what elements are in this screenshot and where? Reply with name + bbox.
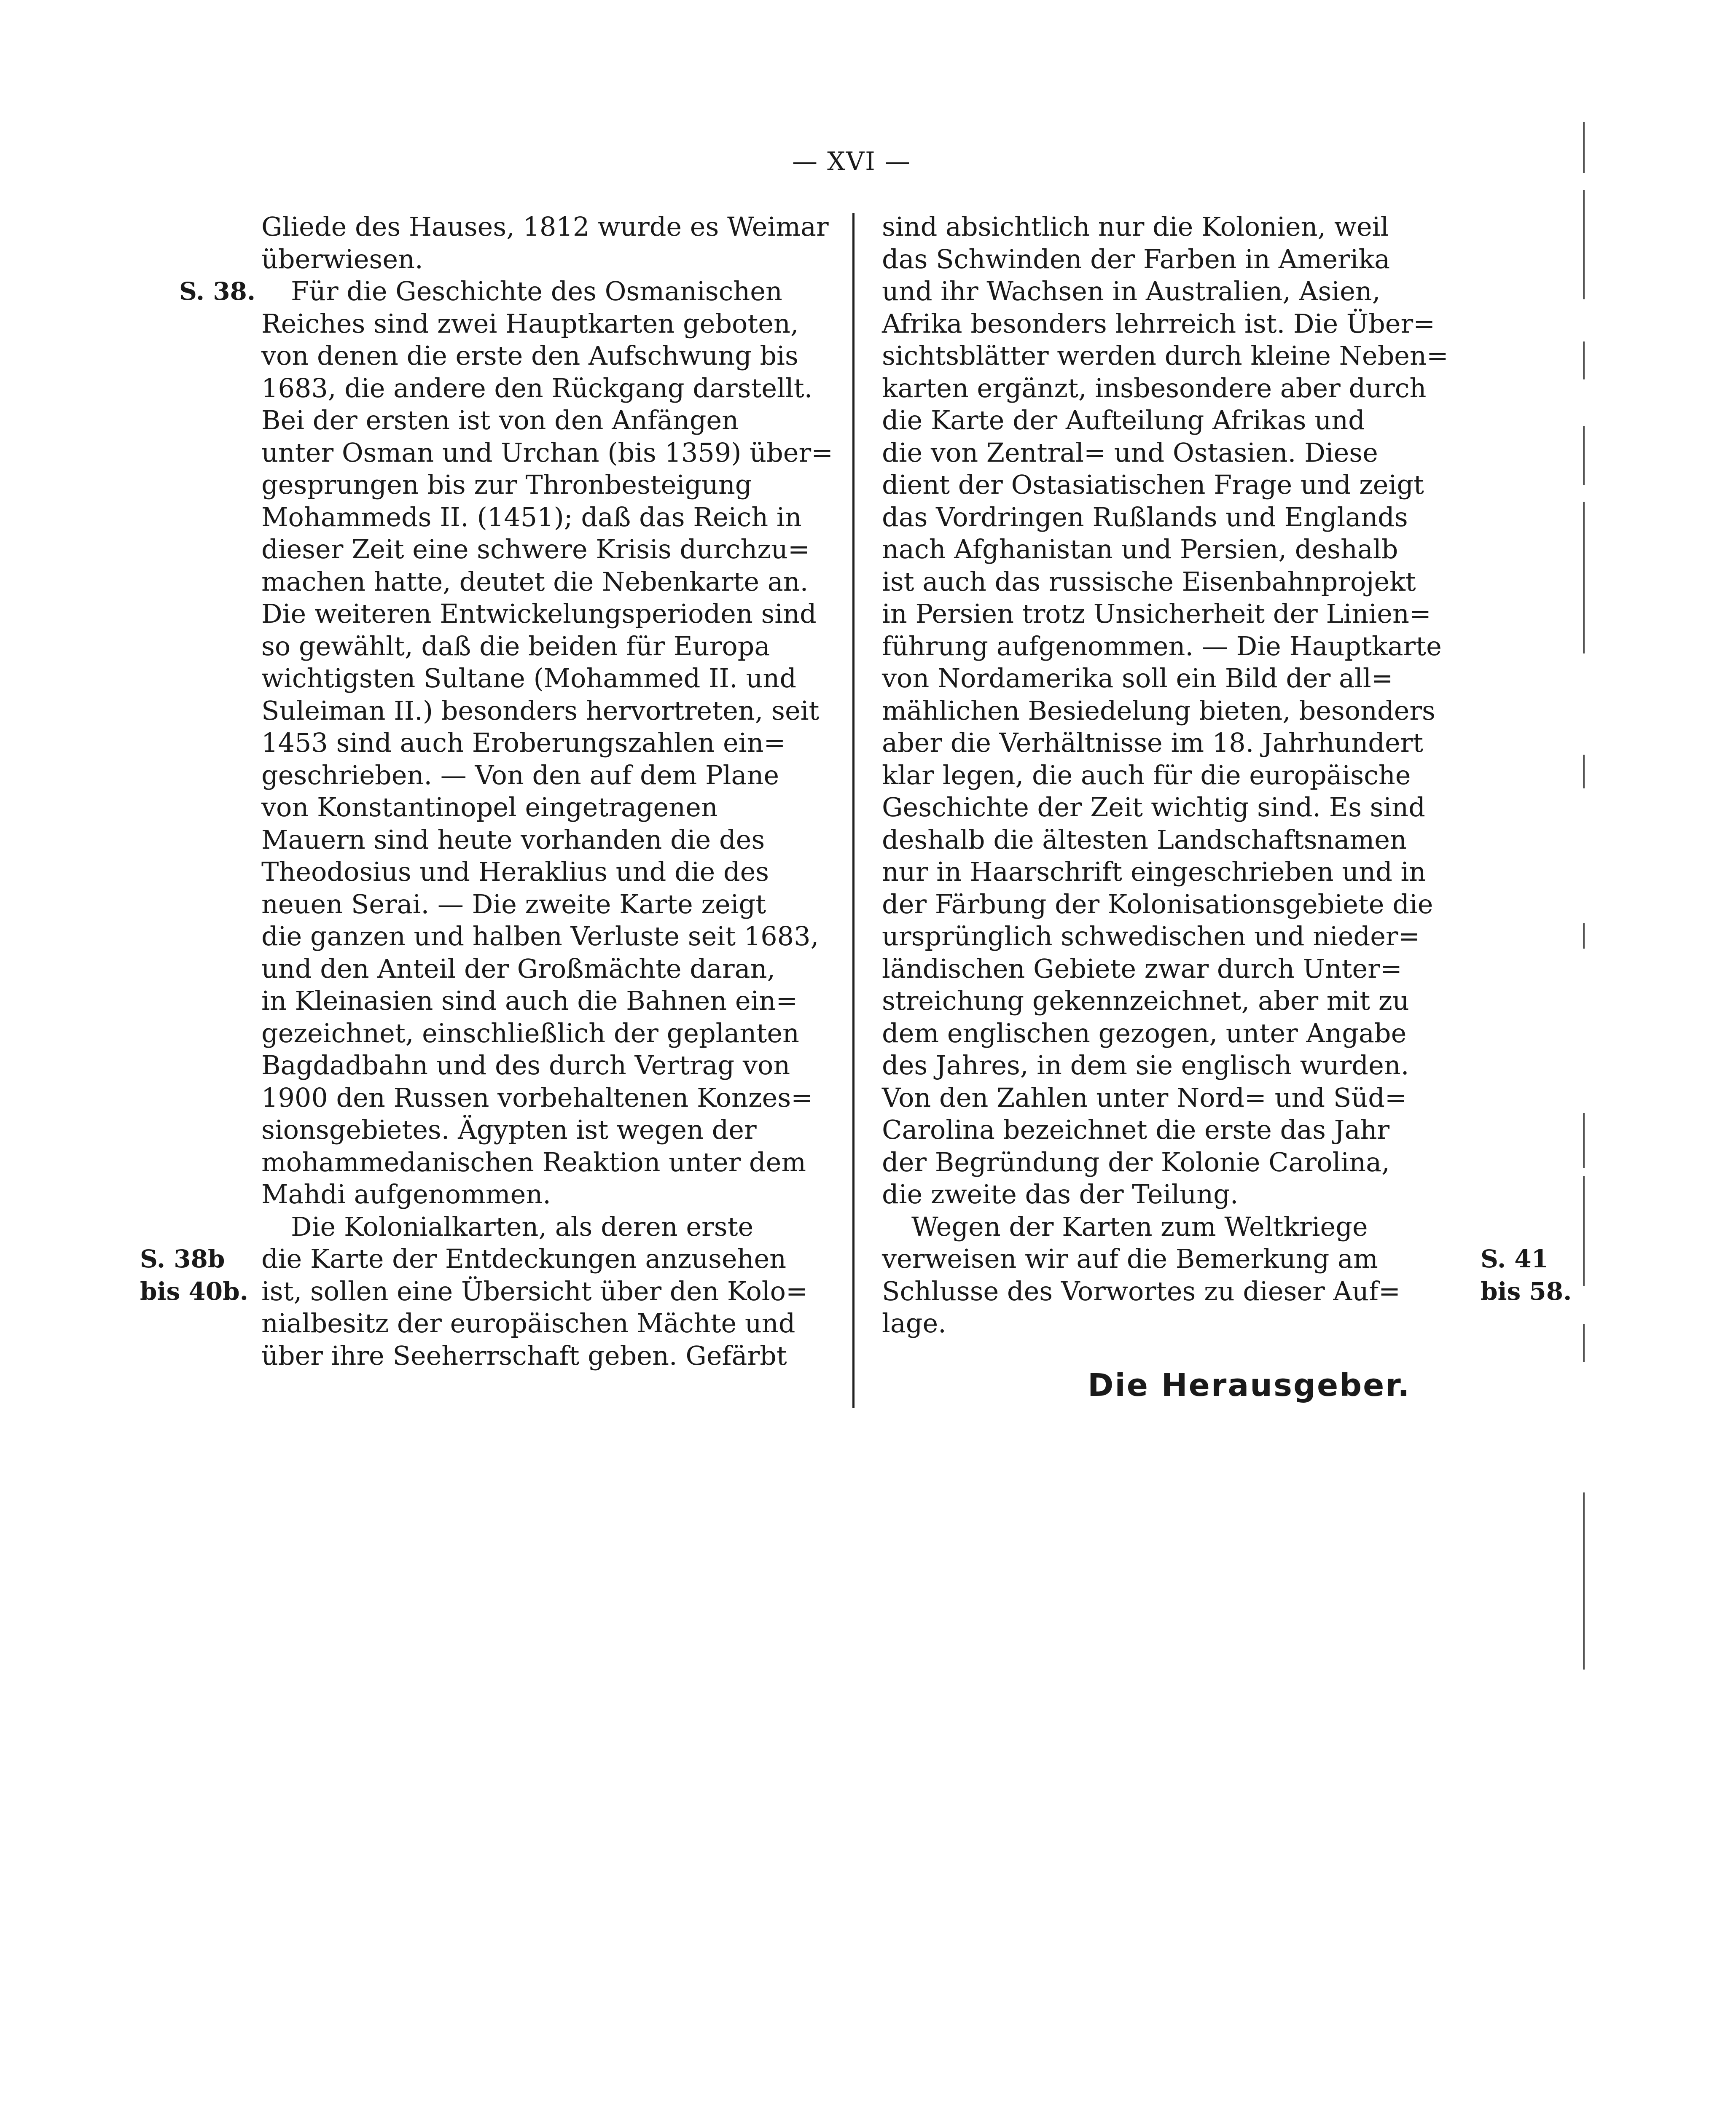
text-line: Von den Zahlen unter Nord= und Süd= bbox=[882, 1082, 1407, 1113]
text-line: sind absichtlich nur die Kolonien, weil bbox=[882, 211, 1389, 242]
text-line: dem englischen gezogen, unter Angabe bbox=[882, 1017, 1407, 1049]
margin-note-line: bis 58. bbox=[1481, 1277, 1572, 1306]
text-line: ist, sollen eine Übersicht über den Kolo= bbox=[261, 1275, 808, 1307]
text-line: Carolina bezeichnet die erste das Jahr bbox=[882, 1114, 1390, 1145]
text-line: nialbesitz der europäischen Mächte und bbox=[261, 1308, 795, 1339]
text-line: Wegen der Karten zum Weltkriege bbox=[911, 1211, 1368, 1242]
text-line: über ihre Seeherrschaft geben. Gefärbt bbox=[261, 1340, 787, 1371]
text-line: der Färbung der Kolonisationsgebiete die bbox=[882, 888, 1433, 920]
text-line: die ganzen und halben Verluste seit 1683, bbox=[261, 921, 819, 952]
text-line: deshalb die ältesten Landschaftsnamen bbox=[882, 824, 1407, 855]
text-line: von denen die erste den Aufschwung bis bbox=[261, 340, 798, 371]
text-line: streichung gekennzeichnet, aber mit zu bbox=[882, 985, 1409, 1016]
text-line: des Jahres, in dem sie englisch wurden. bbox=[882, 1050, 1409, 1081]
text-line: aber die Verhältnisse im 18. Jahrhundert bbox=[882, 727, 1424, 758]
text-line: Suleiman II.) besonders hervortreten, seit bbox=[261, 695, 820, 726]
text-line: Gliede des Hauses, 1812 wurde es Weimar bbox=[261, 211, 829, 242]
margin-note-s38: S. 38. bbox=[179, 277, 256, 306]
text-line: Bei der ersten ist von den Anfängen bbox=[261, 405, 739, 436]
text-line: Die Kolonialkarten, als deren erste bbox=[291, 1211, 754, 1242]
text-line: von Nordamerika soll ein Bild der all= bbox=[882, 663, 1393, 694]
text-line: machen hatte, deutet die Nebenkarte an. bbox=[261, 566, 809, 597]
text-line: die Karte der Entdeckungen anzusehen bbox=[261, 1243, 787, 1274]
text-line: lage. bbox=[882, 1308, 946, 1339]
text-line: ländischen Gebiete zwar durch Unter= bbox=[882, 953, 1402, 984]
margin-note-line: S. 38b bbox=[140, 1245, 225, 1273]
text-line: die Karte der Aufteilung Afrikas und bbox=[882, 405, 1365, 436]
text-line: nur in Haarschrift eingeschrieben und in bbox=[882, 856, 1426, 887]
text-line: die zweite das der Teilung. bbox=[882, 1179, 1239, 1210]
right-column bbox=[882, 211, 1453, 1340]
text-line: Schlusse des Vorwortes zu dieser Auf= bbox=[882, 1275, 1401, 1307]
margin-note-line: S. 41 bbox=[1481, 1245, 1548, 1273]
left-column bbox=[261, 211, 833, 1372]
text-line: klar legen, die auch für die europäische bbox=[882, 759, 1411, 790]
text-line: 1453 sind auch Eroberungszahlen ein= bbox=[261, 727, 786, 758]
text-line: der Begründung der Kolonie Carolina, bbox=[882, 1146, 1390, 1178]
text-line: nach Afghanistan und Persien, deshalb bbox=[882, 534, 1398, 565]
text-line: 1900 den Russen vorbehaltenen Konzes= bbox=[261, 1082, 813, 1113]
text-line: 1683, die andere den Rückgang darstellt. bbox=[261, 372, 813, 403]
text-line: Afrika besonders lehrreich ist. Die Über= bbox=[882, 308, 1435, 339]
margin-note-s38b bbox=[140, 1243, 248, 1307]
text-line: sionsgebietes. Ägypten ist wegen der bbox=[261, 1114, 757, 1145]
text-line: mohammedanischen Reaktion unter dem bbox=[261, 1146, 806, 1178]
text-line: von Konstantinopel eingetragenen bbox=[261, 792, 718, 823]
text-line: gezeichnet, einschließlich der geplanten bbox=[261, 1017, 799, 1049]
text-line: Für die Geschichte des Osmanischen bbox=[291, 276, 782, 307]
text-line: und ihr Wachsen in Australien, Asien, bbox=[882, 276, 1381, 307]
text-line: verweisen wir auf die Bemerkung am bbox=[882, 1243, 1378, 1274]
text-line: führung aufgenommen. — Die Hauptkarte bbox=[882, 630, 1442, 661]
text-line: karten ergänzt, insbesondere aber durch bbox=[882, 372, 1427, 403]
text-line: dient der Ostasiatischen Frage und zeigt bbox=[882, 469, 1424, 500]
text-line: Bagdadbahn und des durch Vertrag von bbox=[261, 1050, 790, 1081]
signature: Die Herausgeber. bbox=[1088, 1367, 1411, 1404]
text-line: Mohammeds II. (1451); daß das Reich in bbox=[261, 501, 802, 532]
text-line: Mahdi aufgenommen. bbox=[261, 1179, 551, 1210]
text-line: neuen Serai. — Die zweite Karte zeigt bbox=[261, 888, 766, 920]
page-number: — XVI — bbox=[792, 147, 911, 176]
text-line: das Vordringen Rußlands und Englands bbox=[882, 501, 1408, 532]
text-line: in Kleinasien sind auch die Bahnen ein= bbox=[261, 985, 798, 1016]
text-line: das Schwinden der Farben in Amerika bbox=[882, 243, 1390, 274]
text-line: ursprünglich schwedischen und nieder= bbox=[882, 921, 1420, 952]
margin-note-s41 bbox=[1481, 1243, 1572, 1307]
text-line: unter Osman und Urchan (bis 1359) über= bbox=[261, 437, 833, 468]
text-line: dieser Zeit eine schwere Krisis durchzu= bbox=[261, 534, 810, 565]
text-line: sichtsblätter werden durch kleine Neben= bbox=[882, 340, 1448, 371]
text-line: und den Anteil der Großmächte daran, bbox=[261, 953, 776, 984]
text-line: die von Zentral= und Ostasien. Diese bbox=[882, 437, 1378, 468]
text-line: geschrieben. — Von den auf dem Plane bbox=[261, 759, 779, 790]
text-line: in Persien trotz Unsicherheit der Linien= bbox=[882, 598, 1431, 629]
text-line: ist auch das russische Eisenbahnprojekt bbox=[882, 566, 1416, 597]
scan-edge-marks bbox=[1583, 122, 1596, 1665]
text-line: überwiesen. bbox=[261, 243, 423, 274]
text-line: Geschichte der Zeit wichtig sind. Es sind bbox=[882, 792, 1425, 823]
text-line: gesprungen bis zur Thronbesteigung bbox=[261, 469, 752, 500]
text-line: Theodosius und Heraklius und die des bbox=[261, 856, 769, 887]
text-line: so gewählt, daß die beiden für Europa bbox=[261, 630, 770, 661]
margin-note-line: bis 40b. bbox=[140, 1277, 248, 1306]
text-line: wichtigsten Sultane (Mohammed II. und bbox=[261, 663, 797, 694]
text-line: Die weiteren Entwickelungsperioden sind bbox=[261, 598, 817, 629]
column-divider bbox=[852, 213, 855, 1408]
text-line: Mauern sind heute vorhanden die des bbox=[261, 824, 765, 855]
text-line: mählichen Besiedelung bieten, besonders bbox=[882, 695, 1435, 726]
text-line: Reiches sind zwei Hauptkarten geboten, bbox=[261, 308, 799, 339]
